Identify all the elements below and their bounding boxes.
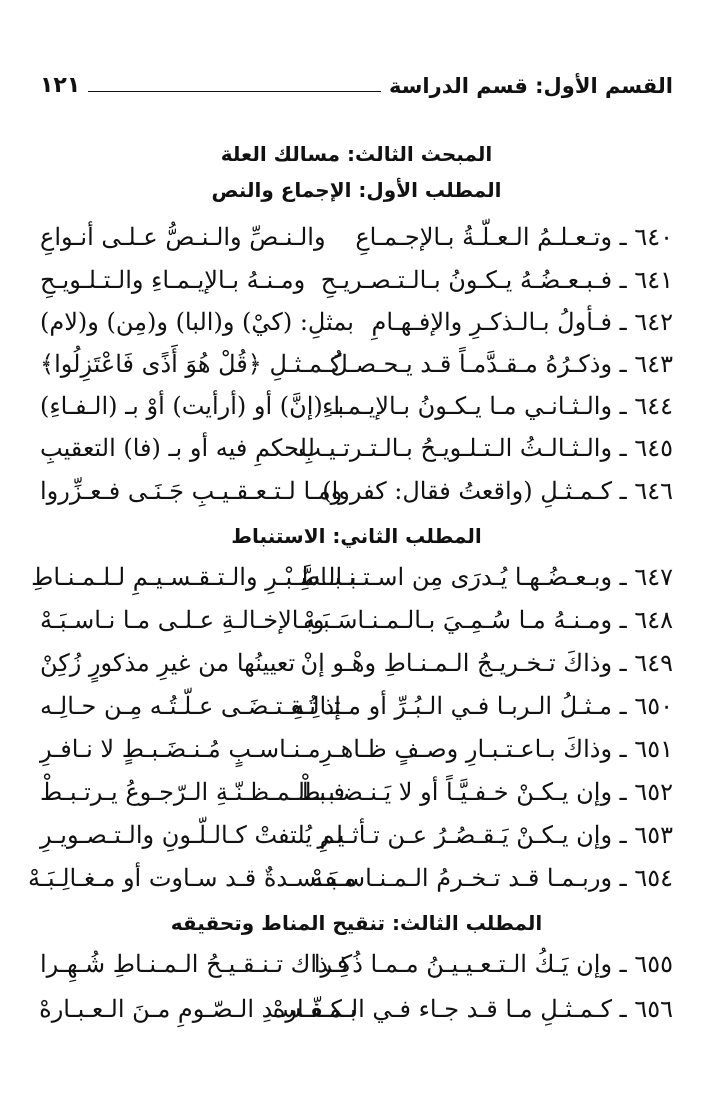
verse-second-hemistich: للحكمِ فيه أو بـ (فا) التعقيبِ xyxy=(40,434,315,462)
verse-first-hemistich: ٦٥٠ ـ مـثـلُ الـربـا فـي الـبُـرِّ أو مـثـالِـهِ xyxy=(292,692,673,720)
verse-first-hemistich: ٦٥٤ ـ وربـمـا قـد تـخـرمُ الـمـنـاسـبَـهْ xyxy=(310,864,673,892)
verse-second-hemistich: إذ تُـقـتـضَـى عـلّـتُـه مِـن حـالِـه xyxy=(40,692,341,720)
verse-first-hemistich: ٦٥١ ـ وذاكَ بـاعـتـبـارِ وصـفٍ ظـاهـرِ xyxy=(320,735,673,763)
verse-row xyxy=(40,642,673,684)
verse-second-hemistich: بـ (إنَّ) أو (أرأيت) أوْ بـ (الـفـاءِ) xyxy=(40,392,345,420)
section-heading-2: المطلب الثاني: الاستنباط xyxy=(231,524,482,548)
verse-first-hemistich: ٦٤١ ـ فـبـعـضُـهُ يـكـونُ بـالـتـصـريـحِ xyxy=(320,266,673,294)
verse-first-hemistich: ٦٤٨ ـ ومـنـهُ مـا سُـمِـيَ بـالـمـنـاسَـبَـهْ xyxy=(303,606,673,634)
verse-first-hemistich: ٦٥٢ ـ وإن يـكـنْ خـفـيَّـاً أو لا يَـنـضـبـطْ xyxy=(298,778,673,806)
verse-second-hemistich: مـفـسـدةٌ قـد سـاوت أو مـغـالِـبَـهْ xyxy=(28,864,357,892)
verse-row xyxy=(40,216,673,258)
verse-second-hemistich: بـمـفـسـدِ الـصّـومِ مـنَ الـعـبـارهْ xyxy=(39,995,357,1023)
verse-row xyxy=(40,470,673,512)
verse-second-hemistich: ومـنـهُ بـالإيـمـاءِ والـتـلـويـحِ xyxy=(40,266,306,294)
verse-row xyxy=(40,301,673,343)
verse-second-hemistich: لم يُلتفتْ كـالـلّـونِ والـتـصـويـرِ xyxy=(40,821,343,849)
verse-first-hemistich: ٦٤٩ ـ وذاكَ تـخـريـجُ الـمـنـاطِ وهْـو إنْ xyxy=(300,649,673,677)
verse-first-hemistich: ٦٤٥ ـ والـثـالـثُ الـتـلـويـحُ بـالـتـرتـيـبِ xyxy=(298,434,673,462)
verse-first-hemistich: ٦٥٦ ـ كـمـثـلِ مـا قـد جـاء فـي الـكـفّـارهْ xyxy=(272,995,673,1023)
section-heading-1: المطلب الأول: الإجماع والنص xyxy=(211,178,502,202)
verse-second-hemistich: كـمـثـلِ ﴿قُلْ هُوَ أَذًى فَاعْتَزِلُوا﴾ xyxy=(40,350,342,378)
running-header xyxy=(40,68,673,98)
verse-row xyxy=(40,771,673,813)
verse-row xyxy=(31,556,673,598)
verse-first-hemistich: ٦٤٧ ـ وبـعـضُـهـا يُـدرَى مِن اسـتـنـبـاطِ xyxy=(298,563,673,591)
verse-row xyxy=(40,343,673,385)
verse-first-hemistich: ٦٥٥ ـ وإن يَـكُ الـتـعـيـيـنُ مـمـا ذُكِـرا xyxy=(313,950,673,978)
verse-row xyxy=(40,728,673,770)
section-heading-3: المطلب الثالث: تنقيح المناط وتحقيقه xyxy=(170,911,543,935)
verse-row xyxy=(40,385,673,427)
verse-row xyxy=(28,857,673,899)
verse-row xyxy=(40,988,673,1030)
verse-first-hemistich: ٦٤٢ ـ فـأولُ بـالـذكـرِ والإفـهـامِ xyxy=(371,308,673,336)
verse-first-hemistich: ٦٤٠ ـ وتـعـلـمُ الـعـلّـةُ بـالإجـمـاعِ xyxy=(355,223,673,251)
page-number: ١٢١ xyxy=(40,73,81,98)
verse-row xyxy=(40,599,673,641)
verse-second-hemistich: وبـالإخـالـةِ عـلـى مـا نـاسـبَـهْ xyxy=(40,606,325,634)
verse-second-hemistich: فـبـالـمـظـنّـةِ الـرّجـوعُ يـرتـبـطْ xyxy=(40,778,346,806)
verse-row xyxy=(40,943,673,985)
verse-row xyxy=(40,814,673,856)
verse-row xyxy=(40,685,673,727)
verse-second-hemistich: بمثلِ: (كيْ) و(البا) و(مِن) و(لام) xyxy=(40,308,354,336)
verse-first-hemistich: ٦٤٦ ـ كـمـثـلِ (واقعتُ فقال: كفروا) xyxy=(322,477,673,505)
verse-row xyxy=(40,427,673,469)
header-rule xyxy=(88,91,381,92)
verse-first-hemistich: ٦٤٣ ـ وذكـرُهُ مـقـدَّمـاً قـد يـحـصـلُ xyxy=(330,350,673,378)
verse-second-hemistich: مـنـاسـبٍ مُـنـضَـبـطٍ لا نـافـرِ xyxy=(40,735,321,763)
verse-second-hemistich: تعيينُها من غيرِ مذكورٍ زُكِنْ xyxy=(40,649,296,677)
verse-second-hemistich: والـنـصِّ والـنـصُّ عـلـى أنـواعِ xyxy=(40,223,326,251)
verse-second-hemistich: فـذاك تـنـقـيـحُ الـمـنـاطِ شُـهِـرا xyxy=(40,950,349,978)
verse-second-hemistich: بـالـسَّـبْـرِ والـتـقـسـيـمِ لـلـمـنـاطِ xyxy=(31,563,357,591)
verse-second-hemistich: ومـا لـتـعـقـيـبِ جَـنَـى فـعـزِّروا xyxy=(40,477,343,505)
verse-row xyxy=(40,259,673,301)
header-title: القسم الأول: قسم الدراسة xyxy=(389,74,673,98)
verse-first-hemistich: ٦٤٤ ـ والـثـانـي مـا يـكـونُ بـالإيـمـاءِ xyxy=(322,392,673,420)
chapter-heading: المبحث الثالث: مسالك العلة xyxy=(220,142,493,166)
verse-first-hemistich: ٦٥٣ ـ وإن يـكـنْ يَـقـصُـرُ عـن تـأثـيـرِ xyxy=(317,821,673,849)
